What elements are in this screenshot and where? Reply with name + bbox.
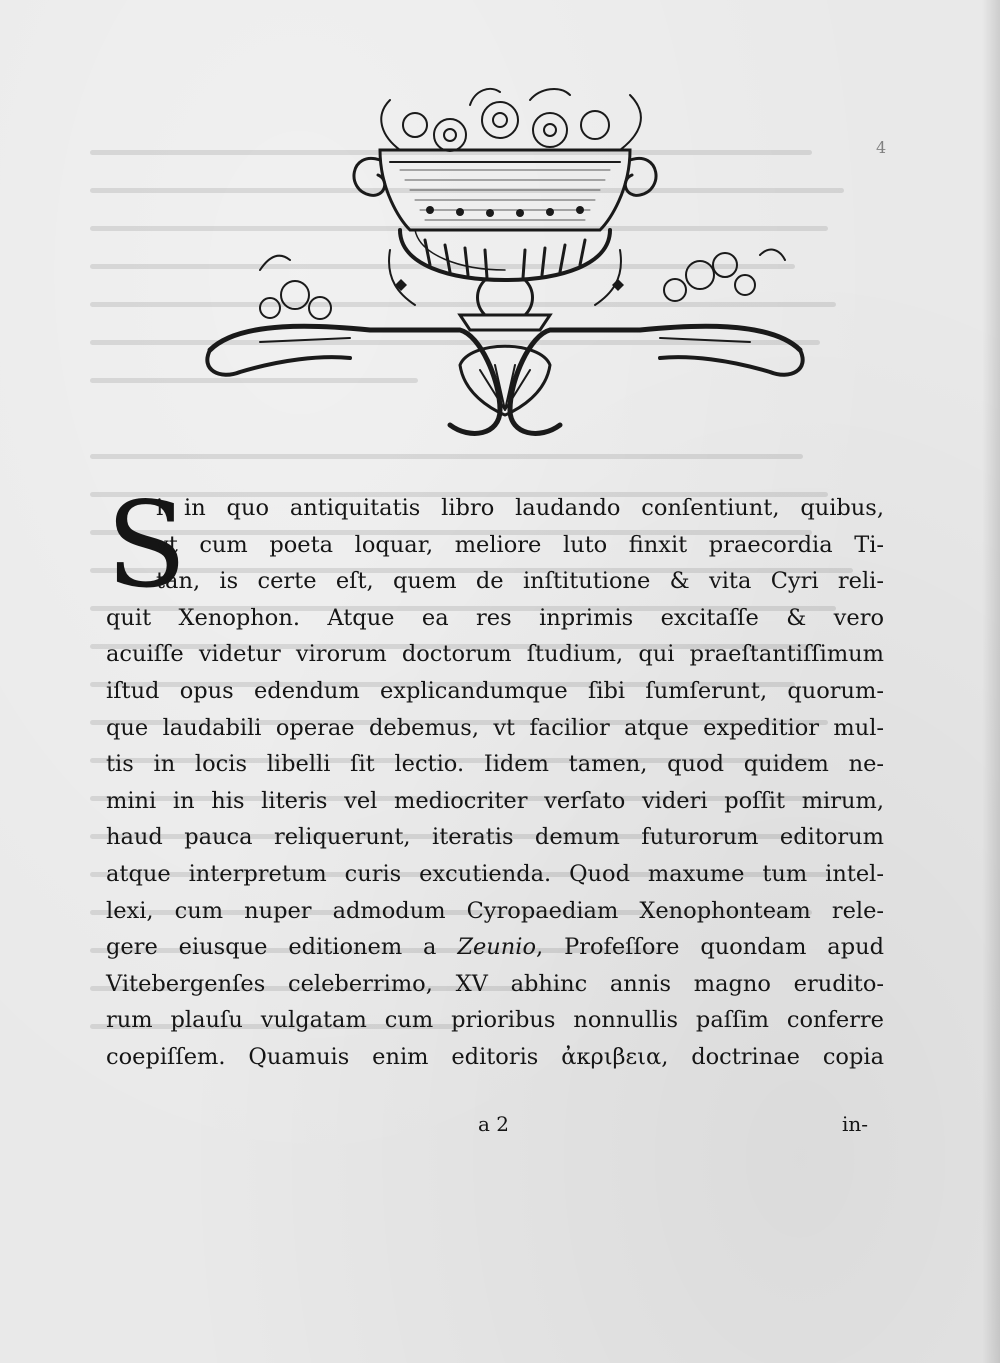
text-line: iſtud opus edendum explicandumque ſibi ſumſerunt, quorum- [106,677,884,704]
text-line: tis in locis libelli ſit lectio. Iidem tamen, quod quidem ne- [106,751,884,778]
page-edge-shadow [982,0,1000,1363]
text-line: mini in his literis vel mediocriter verſato videri poſſit mirum, [106,787,884,814]
text-line: acuiſſe videtur virorum doctorum ſtudium, qui praeſtantiſſimum [106,641,884,668]
drop-cap: S [106,476,187,614]
text-line-with-name [106,929,884,966]
text-line: i in quo antiquitatis libro laudando conſentiunt, quibus, [156,495,884,521]
text-line: haud pauca reliquerunt, iteratis demum futurorum editorum [106,824,884,851]
page-number: 4 [876,138,887,157]
text-line: que laudabili operae debemus, vt facilior atque expeditior mul- [106,714,884,741]
text-line: quit Xenophon. Atque ea res inprimis excitaſſe & vero [106,604,884,631]
ornament-vignette [200,80,810,460]
catchword: in- [842,1112,869,1136]
text-line: tan, is certe eſt, quem de inſtitutione & vita Cyri reli- [156,568,884,595]
text-line: coepiſſem. Quamuis enim editoris ἀκριβεια, doctrinae copia [106,1043,884,1070]
text-line: atque interpretum curis excutienda. Quod maxume tum intel- [106,860,884,887]
text-line: Vitebergenſes celeberrimo, XV abhinc annis magno erudito- [106,970,884,997]
signature-mark: a 2 [478,1112,510,1136]
text-line-head: gere eiusque editionem a [106,934,437,961]
body-text [106,490,884,1076]
text-line: rum plauſu vulgatam cum prioribus nonnullis paſſim conferre [106,1007,884,1034]
text-line: vt cum poeta loquar, meliore luto finxit praecordia Ti- [156,531,884,558]
text-line-tail: , Profeſſore quondam apud [536,934,885,961]
text-line: lexi, cum nuper admodum Cyropaediam Xenophonteam rele- [106,897,884,924]
author-name: Zeunio [457,934,537,961]
